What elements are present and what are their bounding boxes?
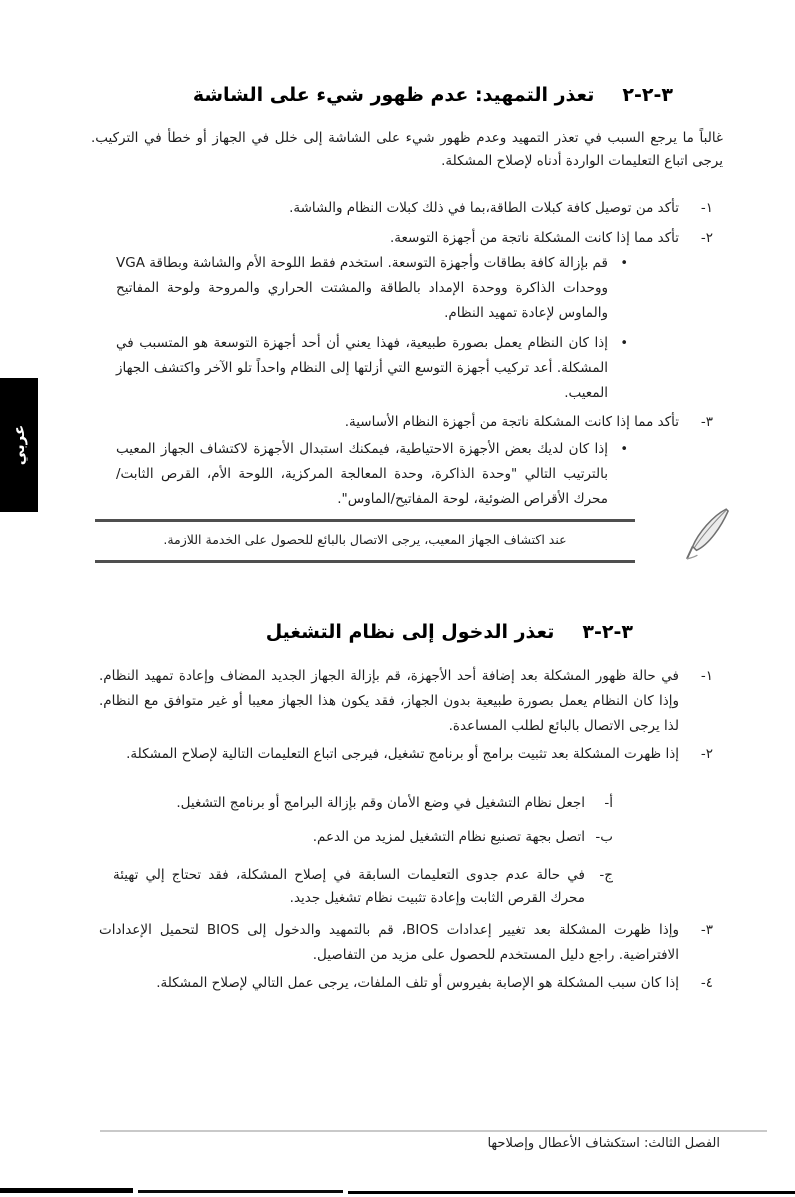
subitem-text: في حالة عدم جدوى التعليمات السابقة في إصلاح المشكلة، فقد تحتاج إلي تهيئة محرك القرص الثابت وإعادة تثبيت نظام تشغيل جديد. (113, 867, 585, 906)
lettered-subitem (113, 826, 613, 849)
pen-feather-icon (684, 506, 730, 564)
bullet-text: إذا كان النظام يعمل بصورة طبيعية، فهذا يعني أن أحد أجهزة التوسعة هو المتسبب في المشكلة. أعد تركيب أجهزة التوسع التي أزلتها إلى النظام واحداً تلو الآخر واكتشف الجهاز المعيب. (116, 335, 608, 401)
item-marker: ٣- (700, 414, 713, 430)
subitem-text: اتصل بجهة تصنيع نظام التشغيل لمزيد من الدعم. (312, 829, 585, 845)
item-marker: ٤- (700, 975, 713, 991)
bullet-marker: • (620, 336, 628, 351)
section-number: ٣-٢-٢ (622, 84, 673, 106)
item-marker: ١- (700, 200, 713, 216)
bullet-item (116, 251, 628, 326)
note-divider-bottom (95, 560, 635, 563)
bullet-item (116, 437, 628, 512)
numbered-item (99, 742, 713, 767)
page-edge-artifact (348, 1191, 795, 1194)
item-text: إذا كان سبب المشكلة هو الإصابة بفيروس أو تلف الملفات، يرجى عمل التالي لإصلاح المشكلة. (156, 975, 679, 991)
bullet-text: إذا كان لديك بعض الأجهزة الاحتياطية، فيمكنك استبدال الأجهزة لاكتشاف الجهاز المعيب بالترتيب التالي "وحدة الذاكرة، وحدة المعالجة المركزية، اللوحة الأم، القرص الثابت/محرك الأقراص الضوئية، لوحة المفاتيح/الماوس". (116, 441, 608, 507)
item-marker: ٢- (700, 230, 713, 246)
footer-rule (100, 1130, 767, 1132)
page-edge-artifact (0, 1188, 133, 1193)
bullet-text: قم بإزالة كافة بطاقات وأجهزة التوسعة. استخدم فقط اللوحة الأم والشاشة وبطاقة VGA ووحدات الذاكرة ووحدة الإمداد بالطاقة والمشتت الحراري والمروحة ولوحة المفاتيح والماوس لإعادة تمهيد النظام. (116, 255, 608, 321)
numbered-item (99, 196, 713, 220)
page-edge-artifact (138, 1190, 343, 1193)
item-marker: ٣- (700, 922, 713, 938)
numbered-item (99, 664, 713, 739)
item-text: تأكد مما إذا كانت المشكلة ناتجة من أجهزة النظام الأساسية. (344, 414, 679, 430)
section-heading-boot-failure (193, 84, 673, 106)
section-title: تعذر الدخول إلى نظام التشغيل (265, 621, 555, 643)
bullet-item (116, 331, 628, 406)
subitem-marker: ج- (599, 867, 613, 883)
section-number: ٣-٢-٣ (582, 621, 633, 643)
subitem-marker: أ- (604, 795, 613, 811)
lettered-subitem (113, 792, 613, 815)
footer-chapter-text: الفصل الثالث: استكشاف الأعطال وإصلاحها (487, 1136, 720, 1151)
side-language-tab (0, 378, 38, 512)
bullet-marker: • (620, 442, 628, 457)
subitem-text: اجعل نظام التشغيل في وضع الأمان وقم بإزالة البرامج أو برنامج التشغيل. (176, 795, 585, 811)
note-divider-top (95, 519, 635, 522)
item-text: تأكد مما إذا كانت المشكلة ناتجة من أجهزة التوسعة. (390, 230, 679, 246)
numbered-item (99, 226, 713, 250)
item-text: تأكد من توصيل كافة كبلات الطاقة،بما في ذلك كبلات النظام والشاشة. (289, 200, 679, 216)
numbered-item (99, 971, 713, 995)
intro-paragraph: غالباً ما يرجع السبب في تعذر التمهيد وعدم ظهور شيء على الشاشة إلى خلل في الجهاز أو خطأ في التركيب. يرجى اتباع التعليمات الواردة أدناه لإصلاح المشكلة. (91, 130, 723, 169)
numbered-item (99, 918, 713, 968)
lettered-subitem (113, 864, 613, 910)
item-text: وإذا ظهرت المشكلة بعد تغيير إعدادات BIOS، قم بالتمهيد والدخول إلى BIOS لتحميل الإعدادات الافتراضية. راجع دليل المستخدم للحصول على مزيد من التفاصيل. (99, 922, 679, 963)
bullet-marker: • (620, 256, 628, 271)
item-text: في حالة ظهور المشكلة بعد إضافة أحد الأجهزة، قم بإزالة الجهاز الجديد المضاف وإعادة تمهيد النظام. وإذا كان النظام يعمل بصورة طبيعية بدون الجهاز، فقد يكون هذا الجهاز معيبا أو غير متوافق مع النظام. لذا يرجى الاتصال بالبائع لطلب المساعدة. (99, 668, 679, 734)
note-text: عند اكتشاف الجهاز المعيب، يرجى الاتصال بالبائع للحصول على الخدمة اللازمة. (163, 532, 567, 547)
subitem-marker: ب- (595, 829, 613, 845)
item-marker: ٢- (700, 746, 713, 762)
section-title: تعذر التمهيد: عدم ظهور شيء على الشاشة (192, 84, 595, 106)
item-text: إذا ظهرت المشكلة بعد تثبيت برامج أو برنامج تشغيل، فيرجى اتباع التعليمات التالية لإصلاح المشكلة. (126, 746, 679, 762)
side-tab-label: عربي (10, 424, 29, 466)
numbered-item (99, 410, 713, 434)
item-marker: ١- (700, 668, 713, 684)
section-heading-os-failure (266, 621, 633, 643)
